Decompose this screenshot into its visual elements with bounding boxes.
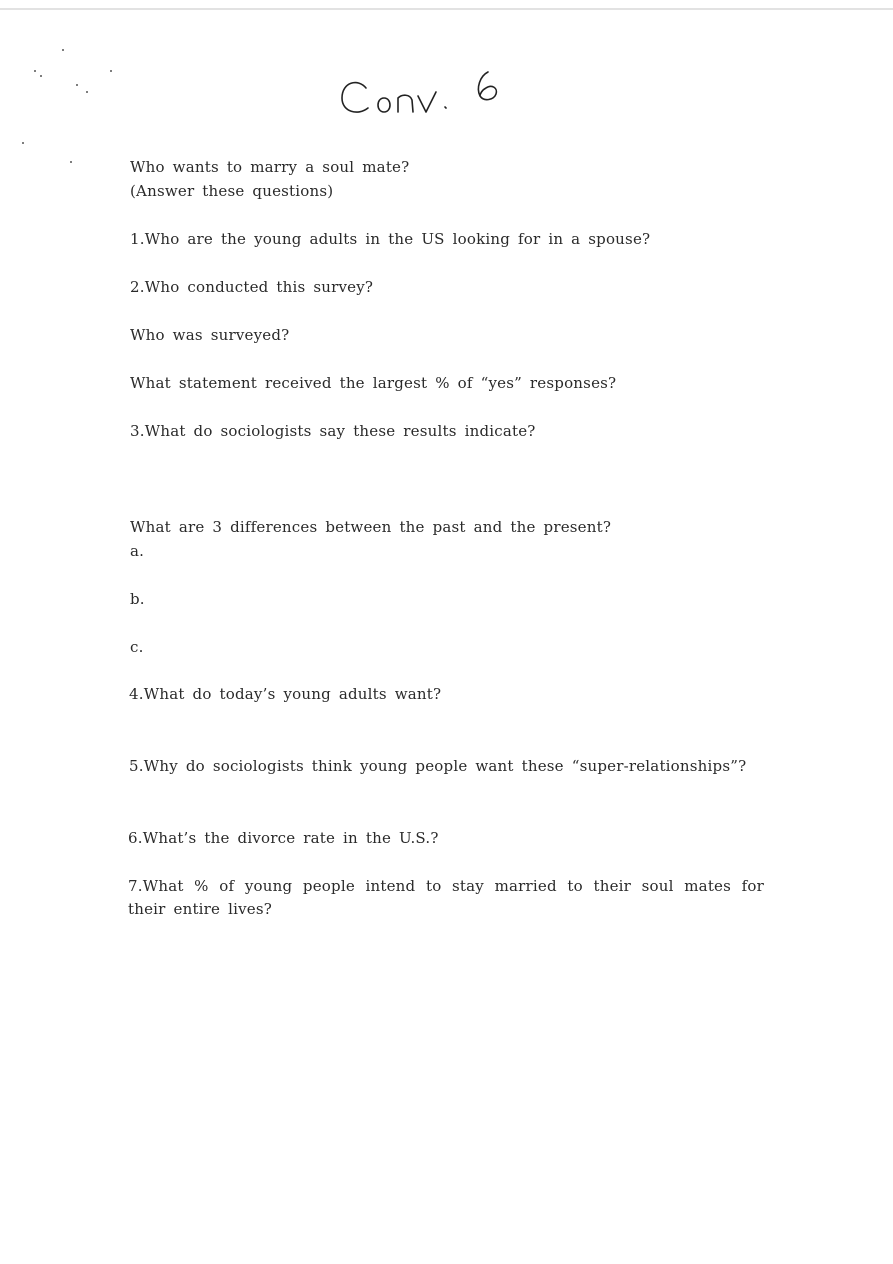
- question-2b: Who was surveyed?: [130, 326, 290, 344]
- scan-speck: [86, 91, 88, 93]
- answer-item-b: b.: [130, 590, 145, 608]
- question-1: 1.Who are the young adults in the US looking for in a spouse?: [130, 230, 651, 248]
- worksheet-instruction: (Answer these questions): [130, 182, 334, 200]
- worksheet-heading: Who wants to marry a soul mate?: [130, 158, 410, 176]
- scan-speck: [40, 75, 42, 77]
- answer-item-c: c.: [130, 638, 144, 656]
- scan-speck: [34, 70, 36, 72]
- scan-speck: [110, 70, 112, 72]
- question-6: 6.What’s the divorce rate in the U.S.?: [128, 829, 439, 847]
- scan-speck: [22, 142, 24, 144]
- scan-speck: [76, 84, 78, 86]
- question-7: 7.What % of young people intend to stay married to their soul mates for their entire lives?: [128, 877, 764, 918]
- question-5: 5.Why do sociologists think young people want these “super-relationships”?: [129, 757, 747, 775]
- question-4: 4.What do today’s young adults want?: [129, 685, 442, 703]
- question-3: 3.What do sociologists say these results indicate?: [130, 422, 536, 440]
- answer-item-a: a.: [130, 542, 145, 560]
- scan-speck: [62, 49, 64, 51]
- scan-speck: [70, 161, 72, 163]
- question-2: 2.Who conducted this survey?: [130, 278, 374, 296]
- handwritten-title: [336, 66, 506, 122]
- scan-top-edge: [0, 8, 893, 10]
- question-2c: What statement received the largest % of “yes” responses?: [130, 374, 617, 392]
- question-3b: What are 3 differences between the past and the present?: [130, 518, 612, 536]
